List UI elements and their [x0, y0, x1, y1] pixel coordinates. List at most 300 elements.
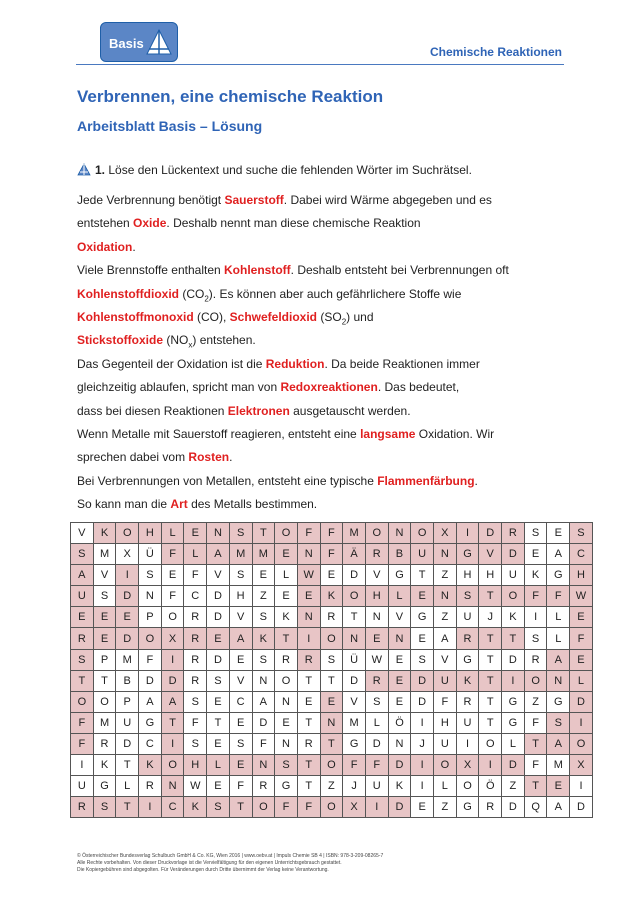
- grid-cell: U: [71, 586, 94, 607]
- text-line: [77, 262, 547, 285]
- grid-cell: S: [93, 797, 116, 818]
- grid-cell: G: [547, 565, 570, 586]
- grid-cell: Z: [524, 691, 547, 712]
- grid-cell: C: [161, 797, 184, 818]
- grid-cell: D: [502, 544, 525, 565]
- grid-cell: O: [365, 523, 388, 544]
- grid-cell: R: [365, 544, 388, 565]
- grid-cell: R: [297, 733, 320, 754]
- grid-cell: T: [343, 607, 366, 628]
- grid-cell: F: [297, 523, 320, 544]
- grid-cell: G: [547, 691, 570, 712]
- grid-cell: N: [139, 586, 162, 607]
- grid-cell: J: [411, 733, 434, 754]
- grid-cell: U: [456, 607, 479, 628]
- grid-cell: M: [93, 544, 116, 565]
- grid-cell: Z: [252, 586, 275, 607]
- answer-word: Schwefeldioxid: [229, 309, 318, 324]
- grid-cell: D: [502, 797, 525, 818]
- grid-cell: T: [524, 733, 547, 754]
- grid-cell: A: [547, 733, 570, 754]
- grid-cell: A: [139, 691, 162, 712]
- grid-row: [71, 733, 593, 754]
- text-line: [77, 309, 547, 332]
- grid-cell: N: [161, 776, 184, 797]
- grid-cell: T: [71, 670, 94, 691]
- subscript: 2: [204, 293, 209, 303]
- text-segment: (CO: [179, 286, 205, 301]
- text-segment: ). Es können aber auch gefährlichere Stoffe wie: [208, 286, 462, 301]
- grid-cell: T: [502, 628, 525, 649]
- grid-cell: S: [547, 712, 570, 733]
- grid-cell: U: [434, 733, 457, 754]
- grid-cell: X: [161, 628, 184, 649]
- grid-cell: H: [184, 755, 207, 776]
- grid-row: [71, 628, 593, 649]
- grid-cell: A: [547, 797, 570, 818]
- grid-cell: D: [116, 586, 139, 607]
- grid-cell: L: [547, 628, 570, 649]
- grid-cell: I: [161, 649, 184, 670]
- grid-cell: W: [570, 586, 593, 607]
- text-line: [77, 286, 547, 309]
- word-search-grid: [70, 522, 593, 818]
- grid-cell: E: [207, 776, 230, 797]
- grid-cell: F: [139, 649, 162, 670]
- text-segment: . Da beide Reaktionen immer: [324, 356, 480, 371]
- grid-cell: X: [116, 544, 139, 565]
- grid-cell: A: [71, 565, 94, 586]
- grid-cell: F: [71, 712, 94, 733]
- grid-cell: T: [479, 670, 502, 691]
- grid-cell: S: [365, 691, 388, 712]
- text-segment: Das Gegenteil der Oxidation ist die: [77, 356, 266, 371]
- grid-cell: F: [275, 797, 298, 818]
- grid-cell: E: [161, 565, 184, 586]
- grid-row: [71, 649, 593, 670]
- grid-cell: W: [184, 776, 207, 797]
- grid-cell: K: [502, 607, 525, 628]
- grid-cell: O: [320, 755, 343, 776]
- text-segment: Viele Brennstoffe enthalten: [77, 263, 224, 278]
- grid-cell: D: [343, 670, 366, 691]
- grid-cell: E: [547, 523, 570, 544]
- grid-cell: V: [229, 607, 252, 628]
- grid-cell: I: [365, 797, 388, 818]
- task-instruction: [77, 163, 472, 177]
- grid-cell: N: [434, 586, 457, 607]
- grid-cell: J: [479, 607, 502, 628]
- grid-row: [71, 755, 593, 776]
- text-segment: Bei Verbrennungen von Metallen, entsteht eine typische: [77, 473, 378, 488]
- grid-cell: P: [139, 607, 162, 628]
- grid-cell: A: [252, 691, 275, 712]
- grid-cell: E: [320, 691, 343, 712]
- grid-cell: S: [524, 628, 547, 649]
- grid-cell: E: [229, 755, 252, 776]
- page-title: Verbrennen, eine chemische Reaktion: [77, 87, 384, 106]
- grid-cell: F: [524, 755, 547, 776]
- grid-cell: M: [343, 712, 366, 733]
- grid-cell: E: [570, 649, 593, 670]
- text-segment: .: [132, 239, 136, 254]
- grid-cell: S: [252, 649, 275, 670]
- grid-cell: G: [139, 712, 162, 733]
- grid-cell: A: [547, 649, 570, 670]
- grid-cell: R: [524, 649, 547, 670]
- grid-cell: O: [570, 733, 593, 754]
- text-segment: Oxidation. Wir: [415, 426, 495, 441]
- grid-cell: K: [524, 565, 547, 586]
- grid-cell: P: [93, 649, 116, 670]
- grid-cell: E: [547, 776, 570, 797]
- grid-cell: E: [229, 649, 252, 670]
- grid-cell: O: [343, 586, 366, 607]
- grid-cell: T: [252, 523, 275, 544]
- answer-word: Reduktion: [265, 356, 325, 371]
- grid-cell: U: [71, 776, 94, 797]
- grid-cell: H: [456, 565, 479, 586]
- grid-cell: K: [93, 755, 116, 776]
- grid-cell: F: [184, 565, 207, 586]
- grid-cell: T: [207, 712, 230, 733]
- answer-word: Kohlenstoffmonoxid: [77, 309, 194, 324]
- subscript: x: [188, 340, 193, 350]
- grid-cell: D: [116, 733, 139, 754]
- grid-cell: N: [297, 544, 320, 565]
- grid-cell: S: [229, 565, 252, 586]
- grid-cell: N: [297, 607, 320, 628]
- grid-row: [71, 797, 593, 818]
- grid-cell: O: [411, 523, 434, 544]
- grid-cell: V: [434, 649, 457, 670]
- text-segment: .: [474, 473, 478, 488]
- grid-cell: R: [456, 628, 479, 649]
- grid-cell: V: [71, 523, 94, 544]
- grid-cell: S: [207, 797, 230, 818]
- grid-cell: S: [184, 733, 207, 754]
- grid-cell: E: [207, 628, 230, 649]
- grid-cell: D: [207, 649, 230, 670]
- text-segment: des Metalls bestimmen.: [187, 497, 318, 512]
- answer-word: Art: [170, 497, 188, 512]
- answer-word: langsame: [360, 426, 416, 441]
- grid-cell: N: [388, 628, 411, 649]
- grid-cell: I: [411, 776, 434, 797]
- grid-cell: D: [207, 607, 230, 628]
- grid-cell: E: [570, 607, 593, 628]
- grid-cell: D: [570, 797, 593, 818]
- grid-cell: E: [207, 691, 230, 712]
- grid-cell: R: [184, 628, 207, 649]
- grid-row: [71, 523, 593, 544]
- answer-word: Stickstoffoxide: [77, 333, 164, 348]
- grid-cell: O: [320, 797, 343, 818]
- grid-cell: H: [479, 565, 502, 586]
- grid-cell: G: [456, 544, 479, 565]
- grid-row: [71, 776, 593, 797]
- task-text: Löse den Lückentext und suche die fehlenden Wörter im Suchrätsel.: [108, 163, 472, 177]
- grid-cell: L: [184, 544, 207, 565]
- grid-cell: I: [411, 712, 434, 733]
- grid-cell: S: [93, 586, 116, 607]
- grid-cell: K: [275, 607, 298, 628]
- text-line: [77, 239, 547, 262]
- grid-cell: A: [161, 691, 184, 712]
- grid-cell: G: [502, 691, 525, 712]
- grid-cell: E: [411, 797, 434, 818]
- text-line: [77, 449, 547, 472]
- grid-cell: V: [207, 565, 230, 586]
- grid-cell: P: [116, 691, 139, 712]
- grid-cell: Z: [434, 565, 457, 586]
- grid-row: [71, 712, 593, 733]
- text-segment: So kann man die: [77, 497, 171, 512]
- grid-cell: S: [456, 586, 479, 607]
- grid-cell: I: [524, 607, 547, 628]
- grid-cell: F: [297, 797, 320, 818]
- text-segment: Wenn Metalle mit Sauerstoff reagieren, entsteht eine: [77, 426, 361, 441]
- grid-cell: M: [547, 755, 570, 776]
- basis-level-icon: [77, 163, 91, 176]
- grid-cell: M: [116, 649, 139, 670]
- grid-cell: E: [207, 733, 230, 754]
- grid-cell: H: [139, 523, 162, 544]
- grid-cell: L: [365, 712, 388, 733]
- grid-cell: S: [275, 755, 298, 776]
- grid-cell: R: [184, 607, 207, 628]
- grid-cell: R: [320, 607, 343, 628]
- grid-cell: G: [275, 776, 298, 797]
- grid-cell: A: [207, 544, 230, 565]
- grid-cell: E: [93, 607, 116, 628]
- grid-cell: L: [502, 733, 525, 754]
- grid-cell: K: [184, 797, 207, 818]
- text-segment: ) und: [346, 309, 374, 324]
- grid-cell: K: [252, 628, 275, 649]
- grid-cell: M: [229, 544, 252, 565]
- footer-line: © Österreichischer Bundesverlag Schulbuch GmbH & Co. KG, Wien 2016 | www.oebv.at | Impuls Chemie SB 4 | ISBN: 978-3-209-08265-7: [77, 853, 384, 859]
- grid-cell: S: [320, 649, 343, 670]
- grid-cell: O: [275, 523, 298, 544]
- grid-cell: R: [275, 649, 298, 670]
- grid-cell: E: [275, 544, 298, 565]
- text-segment: ausgetauscht werden.: [289, 403, 411, 418]
- grid-cell: E: [229, 712, 252, 733]
- grid-cell: V: [388, 607, 411, 628]
- grid-cell: C: [570, 544, 593, 565]
- answer-word: Flammenfärbung: [377, 473, 475, 488]
- grid-cell: E: [71, 607, 94, 628]
- grid-cell: A: [547, 544, 570, 565]
- grid-cell: T: [297, 776, 320, 797]
- grid-cell: R: [456, 691, 479, 712]
- grid-cell: L: [547, 607, 570, 628]
- grid-cell: E: [116, 607, 139, 628]
- grid-cell: D: [502, 649, 525, 670]
- grid-cell: R: [93, 733, 116, 754]
- grid-cell: X: [343, 797, 366, 818]
- grid-cell: E: [524, 544, 547, 565]
- grid-cell: N: [252, 670, 275, 691]
- grid-cell: G: [388, 565, 411, 586]
- grid-cell: H: [570, 565, 593, 586]
- grid-cell: S: [252, 607, 275, 628]
- triangle-logo-icon: [145, 27, 173, 57]
- grid-cell: U: [434, 670, 457, 691]
- grid-cell: K: [320, 586, 343, 607]
- grid-cell: O: [524, 670, 547, 691]
- grid-cell: E: [93, 628, 116, 649]
- grid-cell: D: [161, 670, 184, 691]
- grid-cell: M: [93, 712, 116, 733]
- grid-cell: N: [252, 755, 275, 776]
- grid-cell: O: [320, 628, 343, 649]
- grid-cell: D: [388, 797, 411, 818]
- grid-cell: D: [365, 733, 388, 754]
- grid-cell: T: [479, 628, 502, 649]
- text-segment: (SO: [317, 309, 342, 324]
- grid-cell: S: [139, 565, 162, 586]
- answer-word: Redoxreaktionen: [280, 380, 378, 395]
- cloze-text: [77, 192, 547, 519]
- grid-cell: N: [388, 523, 411, 544]
- answer-word: Kohlenstoff: [224, 263, 291, 278]
- grid-cell: F: [161, 544, 184, 565]
- grid-cell: H: [365, 586, 388, 607]
- grid-cell: S: [207, 670, 230, 691]
- grid-cell: E: [275, 586, 298, 607]
- grid-cell: U: [456, 712, 479, 733]
- grid-cell: T: [524, 776, 547, 797]
- grid-cell: R: [139, 776, 162, 797]
- text-line: [77, 215, 547, 238]
- grid-cell: S: [229, 733, 252, 754]
- footer-line: Alle Rechte vorbehalten. Von dieser Druckvorlage ist die Vervielfältigung für den eigenen Unterrichtsgebrauch gestattet.: [77, 860, 342, 866]
- grid-cell: T: [229, 797, 252, 818]
- text-segment: . Deshalb entsteht bei Verbrennungen oft: [290, 263, 509, 278]
- grid-cell: W: [365, 649, 388, 670]
- grid-cell: I: [71, 755, 94, 776]
- text-segment: .: [229, 450, 233, 465]
- footer-copyright: [77, 853, 383, 874]
- grid-cell: N: [207, 523, 230, 544]
- text-segment: gleichzeitig ablaufen, spricht man von: [77, 380, 281, 395]
- grid-cell: D: [411, 691, 434, 712]
- answer-word: Oxidation: [77, 239, 133, 254]
- grid-cell: C: [184, 586, 207, 607]
- grid-cell: S: [524, 523, 547, 544]
- grid-cell: U: [116, 712, 139, 733]
- answer-word: Oxide: [133, 216, 167, 231]
- grid-cell: O: [275, 670, 298, 691]
- grid-cell: O: [456, 776, 479, 797]
- grid-row: [71, 607, 593, 628]
- grid-cell: X: [456, 755, 479, 776]
- grid-cell: C: [139, 733, 162, 754]
- grid-row: [71, 691, 593, 712]
- grid-cell: T: [479, 649, 502, 670]
- grid-cell: V: [93, 565, 116, 586]
- grid-row: [71, 544, 593, 565]
- grid-cell: S: [71, 649, 94, 670]
- text-line: [77, 379, 547, 402]
- grid-cell: E: [388, 670, 411, 691]
- grid-cell: L: [275, 565, 298, 586]
- text-line: [77, 356, 547, 379]
- grid-cell: H: [434, 712, 457, 733]
- grid-cell: L: [388, 586, 411, 607]
- grid-cell: T: [320, 670, 343, 691]
- grid-cell: M: [343, 523, 366, 544]
- grid-cell: T: [161, 712, 184, 733]
- grid-cell: B: [116, 670, 139, 691]
- grid-cell: V: [343, 691, 366, 712]
- grid-cell: E: [184, 523, 207, 544]
- text-segment: . Das bedeutet,: [377, 380, 460, 395]
- grid-cell: F: [343, 755, 366, 776]
- grid-cell: S: [411, 649, 434, 670]
- grid-cell: N: [343, 628, 366, 649]
- logo-text: Basis: [109, 36, 144, 51]
- grid-cell: I: [139, 797, 162, 818]
- grid-cell: K: [456, 670, 479, 691]
- grid-cell: V: [479, 544, 502, 565]
- text-line: [77, 473, 547, 496]
- page-subtitle: Arbeitsblatt Basis – Lösung: [77, 118, 263, 134]
- text-segment: entstehen: [77, 216, 134, 231]
- grid-cell: O: [116, 523, 139, 544]
- task-number: 1.: [95, 163, 106, 177]
- grid-cell: S: [229, 523, 252, 544]
- grid-cell: O: [434, 755, 457, 776]
- text-line: [77, 192, 547, 215]
- grid-cell: F: [320, 544, 343, 565]
- grid-cell: R: [184, 649, 207, 670]
- grid-cell: O: [479, 733, 502, 754]
- grid-cell: T: [93, 670, 116, 691]
- grid-cell: T: [297, 755, 320, 776]
- grid-cell: A: [229, 628, 252, 649]
- text-segment: dass bei diesen Reaktionen: [77, 403, 228, 418]
- answer-word: Rosten: [188, 450, 230, 465]
- grid-cell: K: [93, 523, 116, 544]
- grid-row: [71, 565, 593, 586]
- grid-cell: D: [502, 755, 525, 776]
- grid-cell: I: [456, 733, 479, 754]
- grid-cell: V: [229, 670, 252, 691]
- grid-cell: R: [184, 670, 207, 691]
- header-divider: [76, 64, 564, 65]
- grid-cell: G: [93, 776, 116, 797]
- answer-word: Kohlenstoffdioxid: [77, 286, 179, 301]
- grid-cell: U: [411, 544, 434, 565]
- footer-line: Die Kopiergebühren sind abgegolten. Für Veränderungen durch Dritte übernimmt der Verlag keine Verantwortung.: [77, 867, 329, 873]
- grid-cell: I: [161, 733, 184, 754]
- grid-cell: E: [388, 691, 411, 712]
- grid-cell: N: [275, 733, 298, 754]
- grid-cell: F: [434, 691, 457, 712]
- grid-cell: D: [139, 670, 162, 691]
- basis-logo: [100, 22, 178, 62]
- grid-cell: S: [570, 523, 593, 544]
- grid-cell: I: [570, 776, 593, 797]
- grid-cell: D: [388, 755, 411, 776]
- grid-cell: H: [229, 586, 252, 607]
- grid-cell: G: [502, 712, 525, 733]
- grid-cell: K: [388, 776, 411, 797]
- grid-cell: I: [116, 565, 139, 586]
